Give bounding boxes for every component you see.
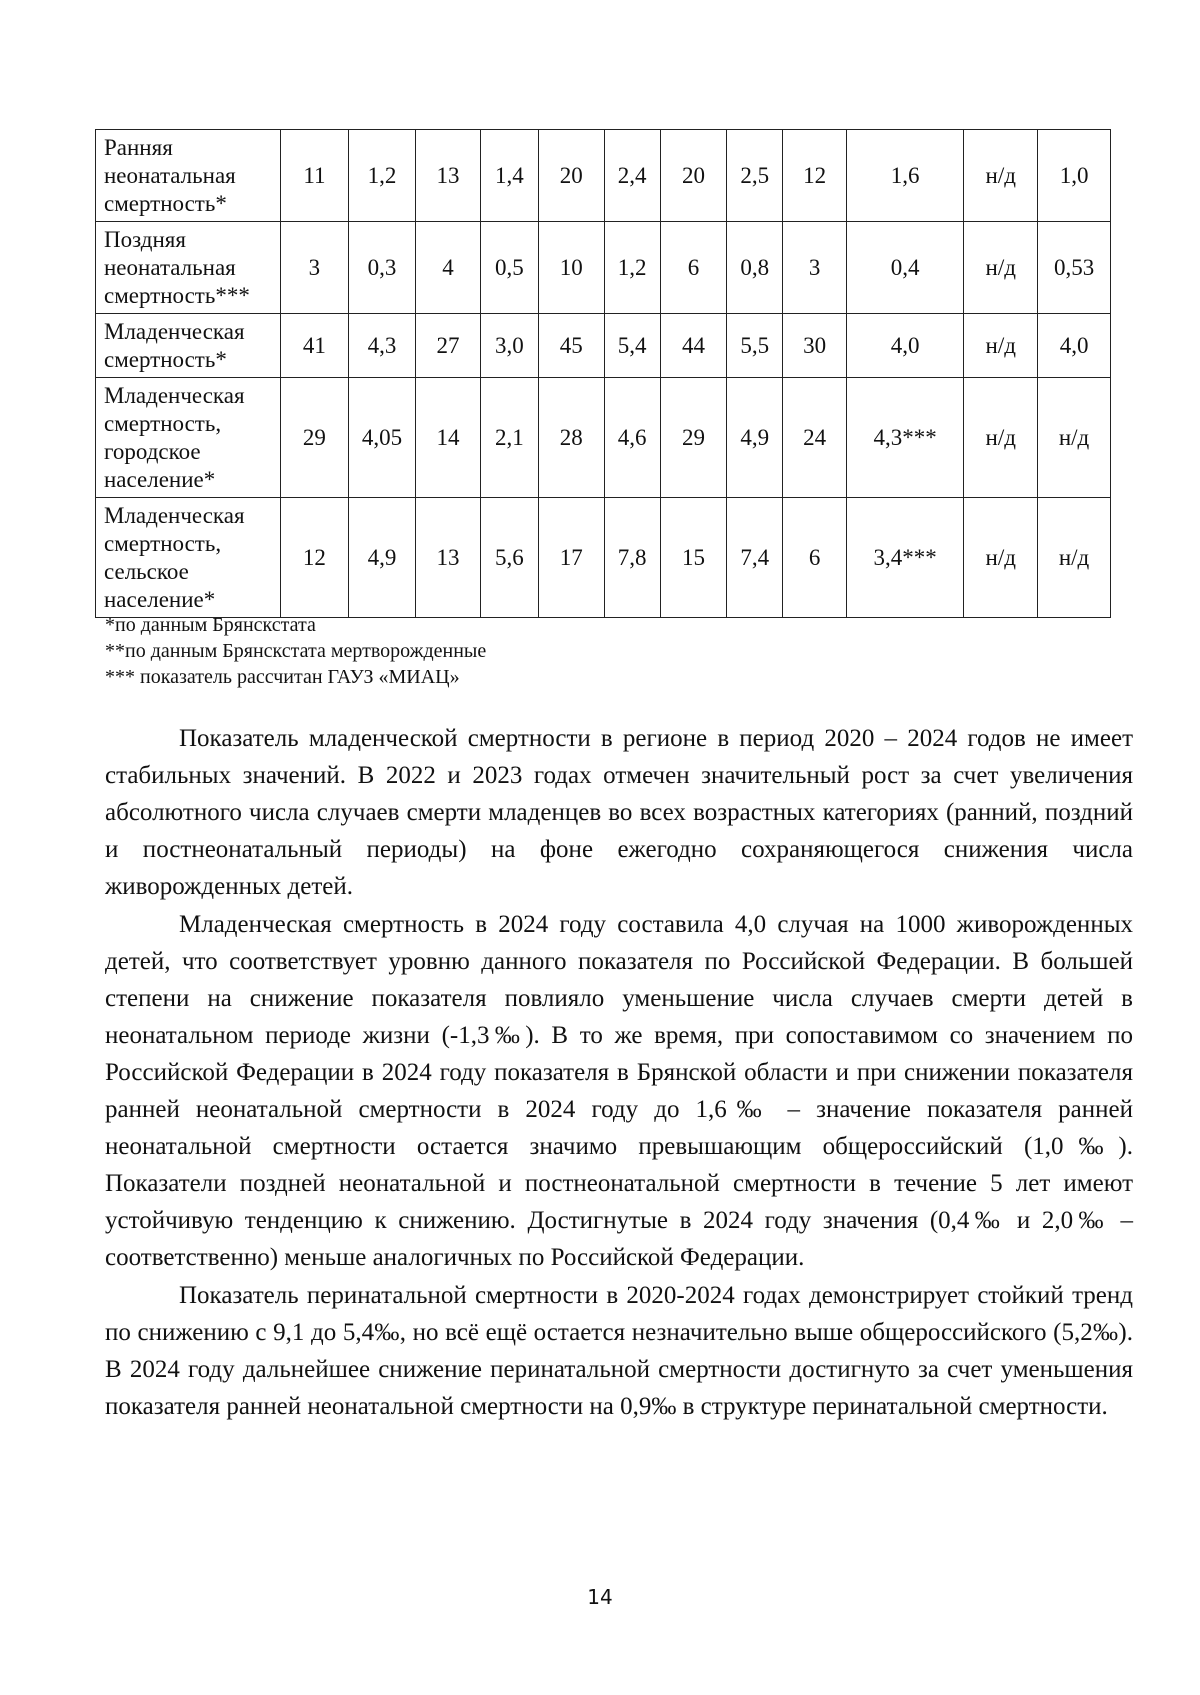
table-cell: 4,6 xyxy=(604,378,660,498)
table-footnotes xyxy=(105,612,486,690)
table-cell: 5,5 xyxy=(727,314,783,378)
table-cell: 29 xyxy=(281,378,349,498)
table-cell: 0,8 xyxy=(727,222,783,314)
table-cell: 24 xyxy=(783,378,846,498)
table-cell: 28 xyxy=(539,378,605,498)
table-cell: 27 xyxy=(416,314,480,378)
body-text xyxy=(105,720,1133,1425)
table-cell: 5,6 xyxy=(480,498,538,618)
table-cell: 44 xyxy=(660,314,727,378)
table-cell: 0,4 xyxy=(846,222,964,314)
table-cell: 45 xyxy=(539,314,605,378)
table-cell: н/д xyxy=(964,314,1038,378)
table-cell: 1,4 xyxy=(480,130,538,222)
table-row xyxy=(96,130,1111,222)
table-cell: 3 xyxy=(281,222,349,314)
table-cell: 1,0 xyxy=(1038,130,1111,222)
table-row xyxy=(96,222,1111,314)
paragraph: Показатель перинатальной смертности в 2020-2024 годах демонстрирует стойкий тренд по снижению с 9,1 до 5,4‰, но всё ещё остается незначительно выше общероссийского (5,2‰). В 2024 году дальнейшее снижение перинатальной смертности достигнуто за счет уменьшения показателя ранней неонатальной смертности на 0,9‰ в структуре перинатальной смертности. xyxy=(105,1282,1133,1420)
table-cell: 4,3 xyxy=(348,314,416,378)
table-cell: 0,3 xyxy=(348,222,416,314)
table-cell: 7,8 xyxy=(604,498,660,618)
table-cell: 1,2 xyxy=(604,222,660,314)
table-cell: 5,4 xyxy=(604,314,660,378)
paragraph: Младенческая смертность в 2024 году составила 4,0 случая на 1000 живорожденных детей, что соответствует уровню данного показателя по Российской Федерации. В большей степени на снижение показателя повлияло уменьшение числа случаев смерти детей в неонатальном периоде жизни (-1,3‰). В то же время, при сопоставимом со значением по Российской Федерации в 2024 году показателя в Брянской области и при снижении показателя ранней неонатальной смертности в 2024 году до 1,6‰ – значение показателя ранней неонатальной смертности остается значимо превышающим общероссийский (1,0‰). Показатели поздней неонатальной и постнеонатальной смертности в течение 5 лет имеют устойчивую тенденцию к снижению. Достигнутые в 2024 году значения (0,4‰ и 2,0‰ – соответственно) меньше аналогичных по Российской Федерации. xyxy=(105,911,1133,1271)
table-cell: 11 xyxy=(281,130,349,222)
table-cell: н/д xyxy=(1038,498,1111,618)
table-cell: 3 xyxy=(783,222,846,314)
table-cell: 10 xyxy=(539,222,605,314)
row-label: Младенческая смертность* xyxy=(96,314,281,378)
table-cell: 0,53 xyxy=(1038,222,1111,314)
table-row xyxy=(96,314,1111,378)
table-cell: 41 xyxy=(281,314,349,378)
table-cell: 7,4 xyxy=(727,498,783,618)
table-cell: 4,0 xyxy=(846,314,964,378)
table-cell: 4,9 xyxy=(727,378,783,498)
table-cell: 4,0 xyxy=(1038,314,1111,378)
table-cell: н/д xyxy=(964,498,1038,618)
table-cell: н/д xyxy=(1038,378,1111,498)
table-cell: 14 xyxy=(416,378,480,498)
table-cell: 4 xyxy=(416,222,480,314)
table-cell: 30 xyxy=(783,314,846,378)
page-number: 14 xyxy=(587,1585,613,1609)
table-cell: 13 xyxy=(416,130,480,222)
table-cell: 2,5 xyxy=(727,130,783,222)
table-cell: 13 xyxy=(416,498,480,618)
paragraph: Показатель младенческой смертности в регионе в период 2020 – 2024 годов не имеет стабильных значений. В 2022 и 2023 годах отмечен значительный рост за счет увеличения абсолютного числа случаев смерти младенцев во всех возрастных категориях (ранний, поздний и постнеонатальный периоды) на фоне ежегодно сохраняющегося снижения числа живорожденных детей. xyxy=(105,725,1133,900)
row-label: Младенческая смертность, городское население* xyxy=(96,378,281,498)
table-cell: 4,9 xyxy=(348,498,416,618)
table-cell: 2,4 xyxy=(604,130,660,222)
table-cell: 17 xyxy=(539,498,605,618)
table-cell: 12 xyxy=(783,130,846,222)
footnote: *** показатель рассчитан ГАУЗ «МИАЦ» xyxy=(105,666,460,688)
table-cell: 6 xyxy=(783,498,846,618)
row-label: Ранняя неонатальная смертность* xyxy=(96,130,281,222)
table-cell: 20 xyxy=(660,130,727,222)
table-cell: 3,0 xyxy=(480,314,538,378)
table-cell: 4,05 xyxy=(348,378,416,498)
table-cell: 29 xyxy=(660,378,727,498)
footnote: **по данным Брянскстата мертворожденные xyxy=(105,640,487,662)
table-cell: н/д xyxy=(964,378,1038,498)
table-cell: 2,1 xyxy=(480,378,538,498)
table-row xyxy=(96,498,1111,618)
row-label: Младенческая смертность, сельское население* xyxy=(96,498,281,618)
table-cell: 20 xyxy=(539,130,605,222)
table-cell: н/д xyxy=(964,222,1038,314)
table-cell: 1,6 xyxy=(846,130,964,222)
table-cell: 0,5 xyxy=(480,222,538,314)
table-cell: 6 xyxy=(660,222,727,314)
table-cell: 15 xyxy=(660,498,727,618)
table-row xyxy=(96,378,1111,498)
table-cell: 12 xyxy=(281,498,349,618)
table-cell: н/д xyxy=(964,130,1038,222)
table-cell: 1,2 xyxy=(348,130,416,222)
mortality-table xyxy=(95,129,1111,618)
row-label: Поздняя неонатальная смертность*** xyxy=(96,222,281,314)
table-cell: 4,3*** xyxy=(846,378,964,498)
footnote: *по данным Брянскстата xyxy=(105,614,316,636)
table-cell: 3,4*** xyxy=(846,498,964,618)
